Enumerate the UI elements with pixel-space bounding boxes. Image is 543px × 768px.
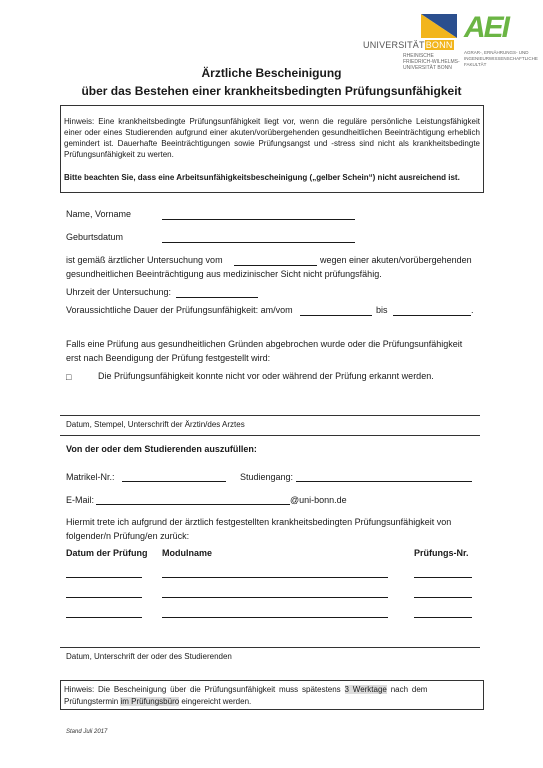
abort-text-line1: Falls eine Prüfung aus gesundheitlichen Gründen abgebrochen wurde oder die Prüfungsunfähigkeit: [66, 339, 463, 349]
exam-row-2-number[interactable]: [414, 597, 472, 598]
withdraw-text-line2: folgender/n Prüfung/en zurück:: [66, 531, 190, 541]
exam-time-field[interactable]: [176, 297, 258, 298]
exam-text-part2: wegen einer akuten/vorübergehenden: [320, 255, 472, 265]
logo-subtitle-1: RHEINISCHE: [403, 53, 434, 59]
exam-row-3-date[interactable]: [66, 617, 142, 618]
exam-row-3-module[interactable]: [162, 617, 388, 618]
faculty-line-1: AGRAR-, ERNÄHRUNGS- UND: [464, 50, 529, 55]
studiengang-label: Studiengang:: [240, 472, 294, 482]
exam-row-1-date[interactable]: [66, 577, 142, 578]
email-suffix: @uni-bonn.de: [290, 495, 347, 505]
studiengang-field[interactable]: [296, 481, 472, 482]
bis-label: bis: [376, 305, 388, 315]
birthdate-field[interactable]: [162, 242, 355, 243]
exam-text-line2: gesundheitlichen Beeinträchtigung aus medizinischer Sicht nicht prüfungsfähig.: [66, 269, 382, 279]
duration-label: Voraussichtliche Dauer der Prüfungsunfähigkeit: am/vom: [66, 305, 293, 315]
page-subtitle: über das Bestehen einer krankheitsbedingten Prüfungsunfähigkeit: [81, 84, 462, 98]
name-label: Name, Vorname: [66, 209, 132, 219]
logo-word-bonn: BONN: [425, 40, 453, 50]
checkbox-icon[interactable]: □: [66, 372, 72, 382]
exam-row-1-module[interactable]: [162, 577, 388, 578]
footer-notice-line2: [64, 696, 251, 707]
doctor-signature-line[interactable]: [60, 415, 480, 416]
logo-shape-icon: [421, 14, 457, 38]
column-header-date: Datum der Prüfung: [66, 548, 148, 558]
footer-notice-line1: [64, 684, 480, 695]
exam-text-part1: ist gemäß ärztlicher Untersuchung vom: [66, 255, 223, 265]
notice-bold-text: Bitte beachten Sie, dass eine Arbeitsunfähigkeitsbescheinigung („gelber Schein“) nicht ausreichend ist.: [64, 173, 460, 182]
duration-from-field[interactable]: [300, 315, 372, 316]
duration-to-field[interactable]: [393, 315, 471, 316]
footer-notice-part1: Hinweis: Die Bescheinigung über die Prüfungsunfähigkeit muss spätestens: [64, 685, 341, 694]
exam-date-field[interactable]: [234, 265, 317, 266]
faculty-line-2: INGENIEURWISSENSCHAFTLICHE: [464, 56, 538, 61]
section-divider: [60, 435, 480, 436]
student-signature-line[interactable]: [60, 647, 480, 648]
exam-row-1-number[interactable]: [414, 577, 472, 578]
logo-word-universitaet: UNIVERSITÄT: [363, 40, 425, 50]
exam-row-2-date[interactable]: [66, 597, 142, 598]
logo-subtitle-2: FRIEDRICH-WILHELMS-: [403, 59, 460, 65]
name-field[interactable]: [162, 219, 355, 220]
withdraw-text-line1: Hiermit trete ich aufgrund der ärztlich festgestellten krankheitsbedingten Prüfungsunfähigkeit von: [66, 517, 452, 527]
footer-notice-box: [60, 680, 484, 710]
faculty-line-3: FAKULTÄT: [464, 62, 487, 67]
email-field[interactable]: [96, 504, 290, 505]
logo-subtitle-3: UNIVERSITÄT BONN: [403, 65, 452, 71]
footer-notice-line2-part1: Prüfungstermin: [64, 697, 119, 706]
column-header-module: Modulname: [162, 548, 213, 558]
column-header-number: Prüfungs-Nr.: [414, 548, 469, 558]
footer-notice-line2-part2: eingereicht werden.: [181, 697, 252, 706]
exam-row-3-number[interactable]: [414, 617, 472, 618]
stand-date: Stand Juli 2017: [66, 729, 108, 735]
student-signature-label: Datum, Unterschrift der oder des Studierenden: [66, 652, 232, 661]
duration-period: .: [471, 305, 474, 315]
checkbox-label: Die Prüfungsunfähigkeit konnte nicht vor oder während der Prüfung erkannt werden.: [98, 371, 434, 381]
matrikel-field[interactable]: [122, 481, 226, 482]
doctor-signature-label: Datum, Stempel, Unterschrift der Ärztin/des Arztes: [66, 420, 245, 429]
exam-row-2-module[interactable]: [162, 597, 388, 598]
student-section-heading: Von der oder dem Studierenden auszufüllen:: [66, 444, 257, 454]
footer-notice-highlight-deadline: 3 Werktage: [344, 685, 387, 694]
footer-notice-part2: nach dem: [390, 685, 428, 694]
matrikel-label: Matrikel-Nr.:: [66, 472, 115, 482]
page-title: Ärztliche Bescheinigung: [201, 66, 342, 80]
footer-notice-highlight-office: im Prüfungsbüro: [120, 697, 180, 706]
notice-box: [60, 105, 484, 193]
email-label: E-Mail:: [66, 495, 95, 505]
exam-time-label: Uhrzeit der Untersuchung:: [66, 287, 172, 297]
abort-text-line2: erst nach Beendigung der Prüfung festgestellt wird:: [66, 353, 271, 363]
faculty-letters: AEI: [464, 11, 509, 44]
birthdate-label: Geburtsdatum: [66, 232, 124, 242]
notice-text: Hinweis: Eine krankheitsbedingte Prüfungsunfähigkeit liegt vor, wenn die reguläre persönliche Leistungsfähigkeit einer oder eines Studierenden aufgrund einer akuten/vorübergehenden gesundheitlichen Beeinträchtigung erheblich gemindert ist. Dauerhafte Beeinträchtigungen sowie Prüfungsangst und -stress sind nicht als krankheitsbedingte Prüfungsunfähigkeit zu werten.: [64, 117, 480, 159]
